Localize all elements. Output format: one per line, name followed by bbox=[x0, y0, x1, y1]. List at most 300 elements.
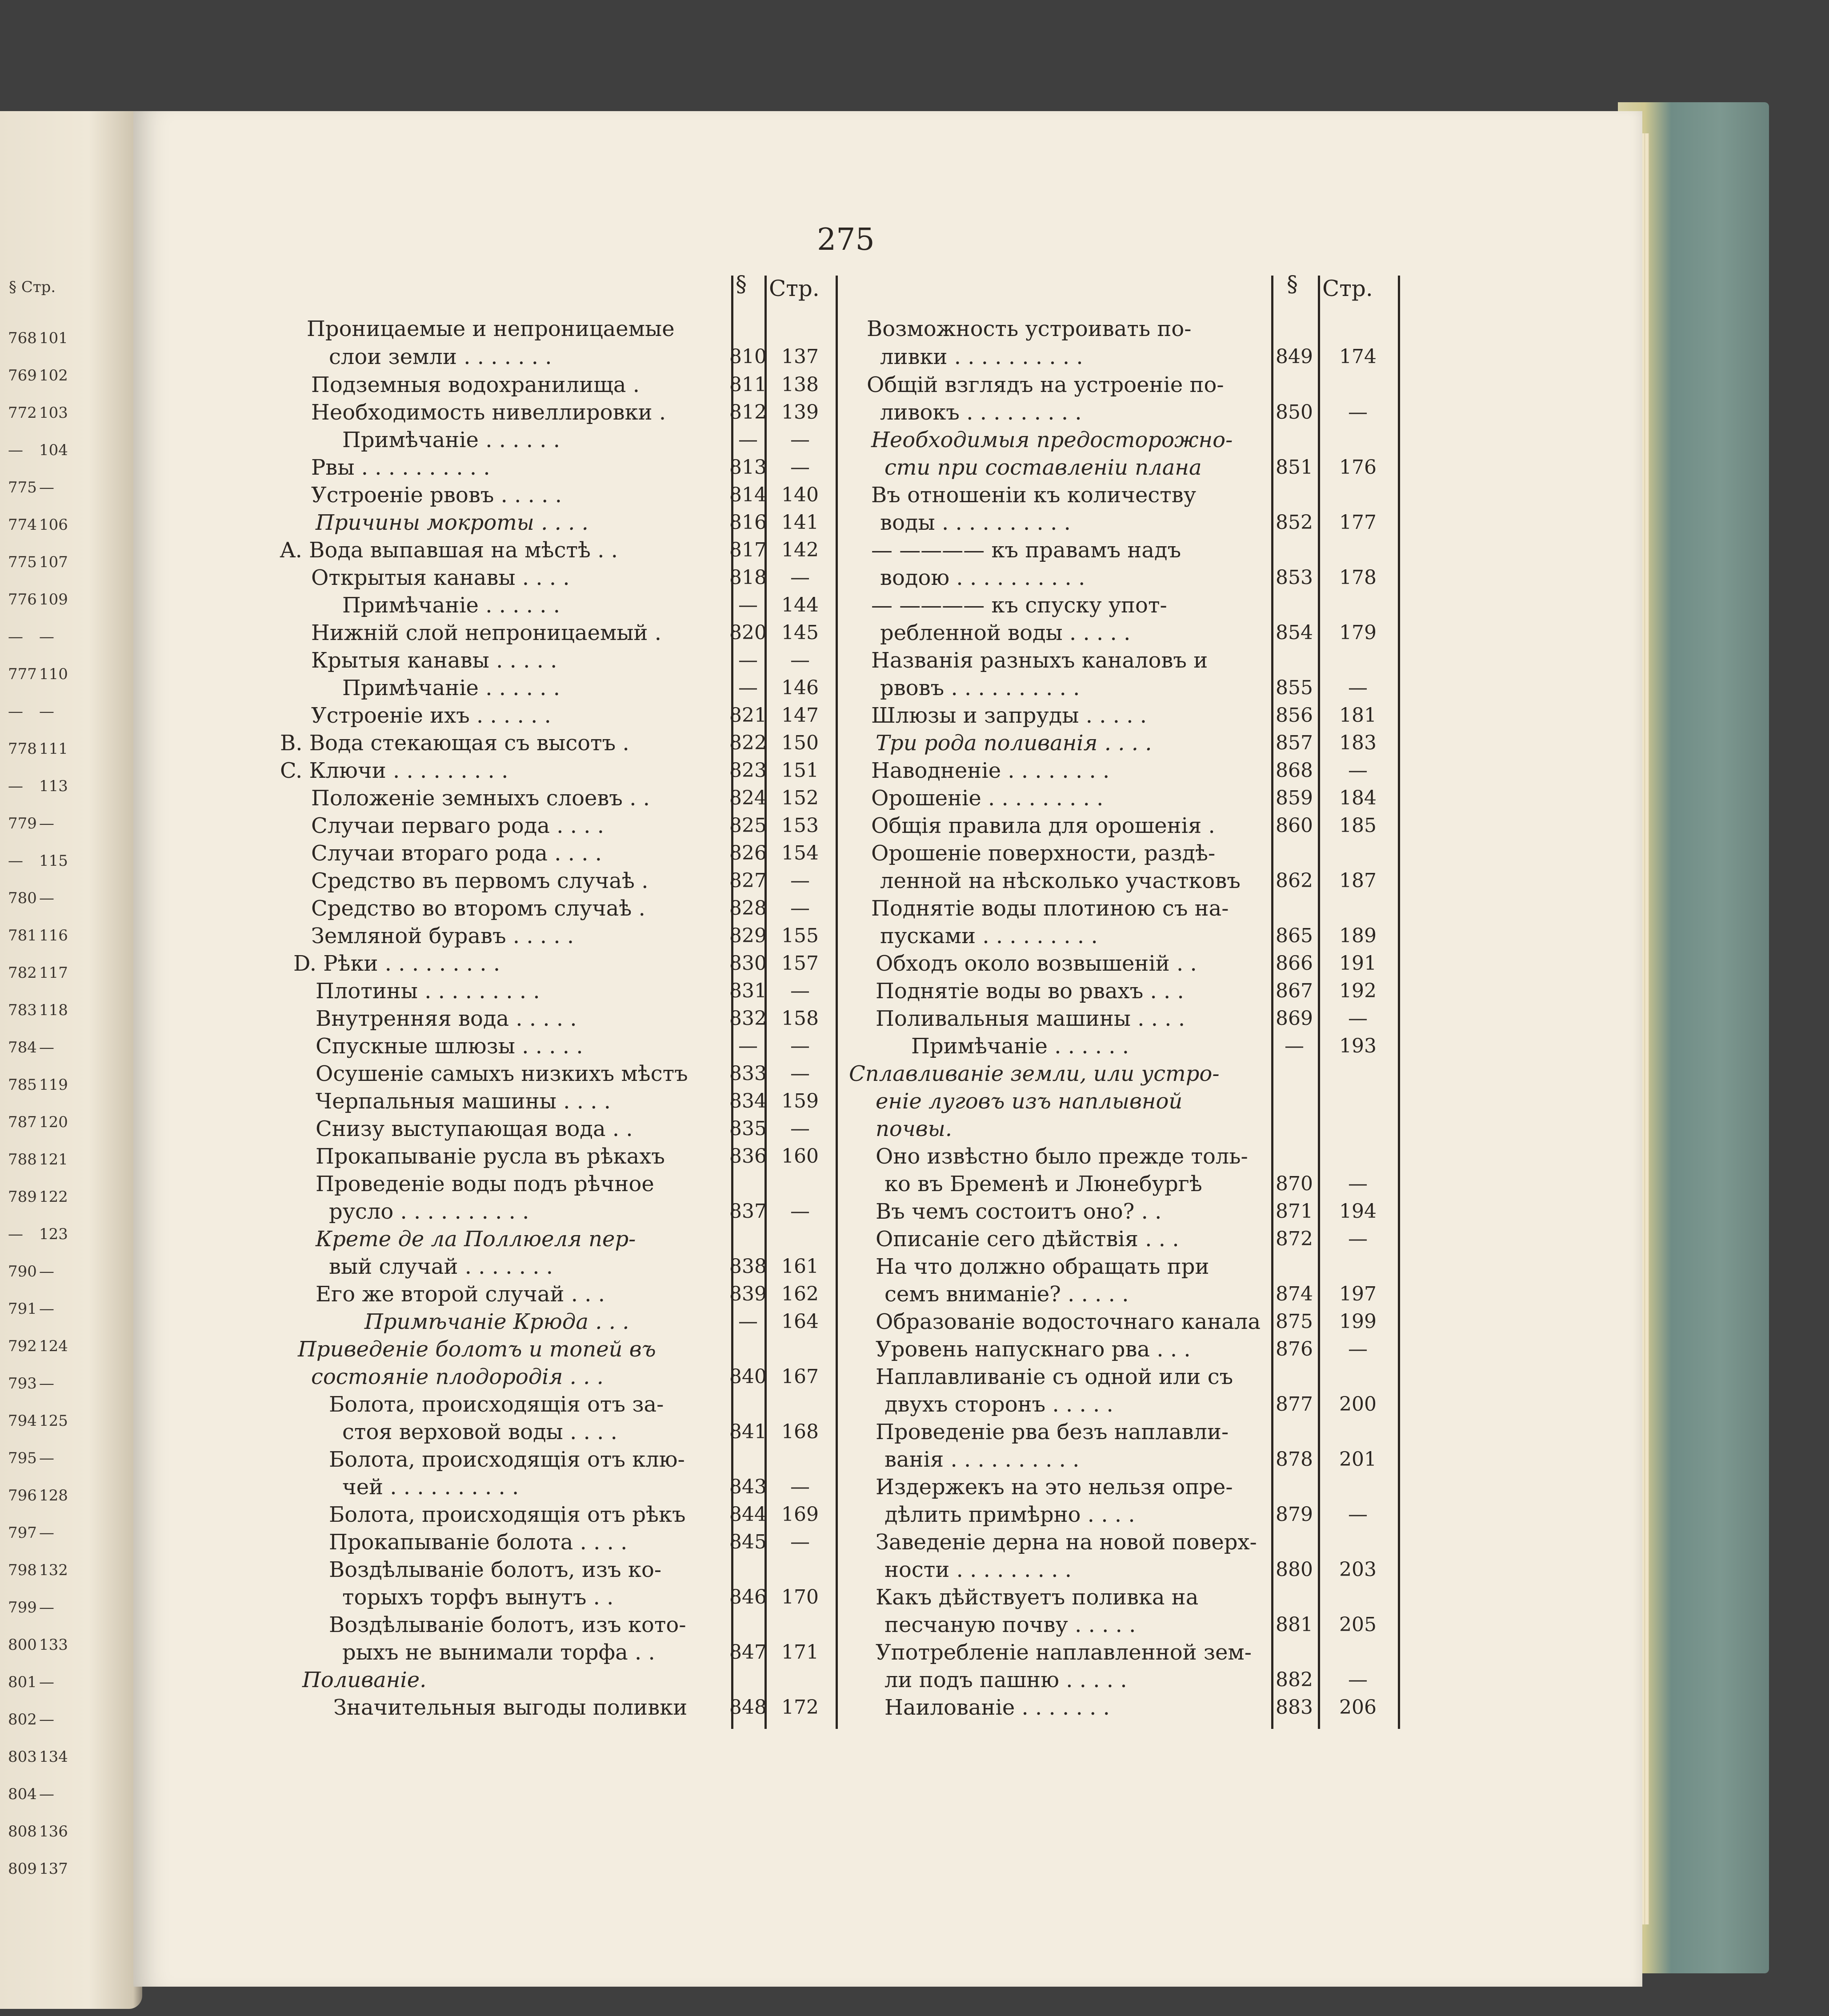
left-page-row-sect: 788 bbox=[8, 1151, 37, 1168]
left-page-row-page: — bbox=[39, 703, 54, 720]
toc-entry-title: Наплавливаніе съ одной или съ bbox=[876, 1364, 1233, 1389]
toc-entry-page: 138 bbox=[781, 373, 819, 396]
toc-entry-section: 822 bbox=[729, 732, 767, 754]
toc-entry-title: Описаніе сего дѣйствія . . . bbox=[876, 1227, 1179, 1252]
toc-entry-title: Причины мокроты . . . . bbox=[316, 510, 588, 535]
left-page-row-page: 116 bbox=[39, 927, 68, 944]
toc-entry-title: Возможность устроивать по- bbox=[867, 316, 1192, 341]
toc-entry-page: — bbox=[790, 1476, 810, 1498]
toc-entry-section: 831 bbox=[729, 980, 767, 1002]
left-page-row-page: 113 bbox=[39, 777, 68, 795]
toc-entry-section: 833 bbox=[729, 1062, 767, 1085]
toc-entry-page: 144 bbox=[781, 594, 819, 616]
left-page-row-page: 133 bbox=[39, 1636, 68, 1654]
toc-entry-title: B. Вода стекающая съ высотъ . bbox=[280, 731, 629, 756]
left-page-row-sect: 769 bbox=[8, 367, 37, 384]
toc-entry-title: Устроеніе рвовъ . . . . . bbox=[311, 483, 562, 508]
toc-entry-section: 810 bbox=[729, 345, 767, 368]
left-page-row bbox=[8, 1407, 68, 1435]
toc-entry-page: 201 bbox=[1339, 1448, 1377, 1471]
left-page-row-sect: 783 bbox=[8, 1001, 37, 1019]
right-sect-header: § bbox=[1287, 271, 1298, 297]
toc-entry-title: Прокапываніе русла въ рѣкахъ bbox=[316, 1144, 665, 1169]
toc-entry-title: Открытыя канавы . . . . bbox=[311, 565, 570, 590]
left-page-row-page: 102 bbox=[39, 367, 68, 384]
toc-entry-title: Средство въ первомъ случаѣ . bbox=[311, 868, 648, 893]
left-page-row bbox=[8, 1183, 68, 1211]
toc-entry-title: Средство во второмъ случаѣ . bbox=[311, 896, 645, 921]
left-page-row-sect: 801 bbox=[8, 1673, 37, 1691]
toc-entry-page: 146 bbox=[781, 676, 819, 699]
left-page-row bbox=[8, 1855, 68, 1883]
left-page-row bbox=[8, 436, 68, 464]
toc-entry-title: семъ вниманіе? . . . . . bbox=[884, 1282, 1129, 1307]
toc-entry-page: — bbox=[1348, 1172, 1368, 1195]
toc-entry-title: Подземныя водохранилища . bbox=[311, 372, 640, 397]
toc-entry-section: 865 bbox=[1276, 924, 1313, 947]
left-page-row bbox=[8, 810, 54, 837]
toc-entry-section: 827 bbox=[729, 869, 767, 892]
toc-entry-section: 830 bbox=[729, 952, 767, 975]
toc-entry-title: чей . . . . . . . . . . bbox=[342, 1475, 519, 1500]
toc-entry-section: 825 bbox=[729, 814, 767, 837]
toc-entry-page: 158 bbox=[781, 1007, 819, 1030]
left-page-row-sect: 782 bbox=[8, 964, 37, 982]
left-page-row-page: 103 bbox=[39, 404, 68, 422]
toc-entry-page: 151 bbox=[781, 759, 819, 782]
toc-entry-title: Названія разныхъ каналовъ и bbox=[871, 648, 1208, 673]
toc-entry-title: слои земли . . . . . . . bbox=[329, 344, 552, 369]
toc-entry-title: Примѣчаніе Крюда . . . bbox=[364, 1309, 629, 1334]
toc-entry-page: 141 bbox=[781, 511, 819, 534]
toc-entry-title: Осушеніе самыхъ низкихъ мѣстъ bbox=[316, 1061, 688, 1086]
toc-entry-title: Воздѣлываніе болотъ, изъ кото- bbox=[329, 1612, 686, 1637]
toc-entry-page: 205 bbox=[1339, 1613, 1377, 1636]
toc-entry-title: Его же второй случай . . . bbox=[316, 1282, 605, 1307]
toc-entry-title: Проведеніе рва безъ наплавли- bbox=[876, 1420, 1229, 1444]
left-page-row-page: 136 bbox=[39, 1823, 68, 1840]
page-number: 275 bbox=[817, 222, 875, 257]
left-page-row-page: — bbox=[39, 1375, 54, 1392]
toc-entry-section: 871 bbox=[1276, 1200, 1313, 1223]
left-page-row-sect: 789 bbox=[8, 1188, 37, 1206]
toc-entry-page: 189 bbox=[1339, 924, 1377, 947]
toc-entry-title: рвовъ . . . . . . . . . . bbox=[880, 676, 1080, 700]
toc-entry-section: 850 bbox=[1276, 401, 1313, 424]
toc-entry-page: — bbox=[790, 1531, 810, 1553]
left-page-row-page: 134 bbox=[39, 1748, 68, 1766]
left-page-row-sect: 792 bbox=[8, 1337, 37, 1355]
left-page-row-sect: 797 bbox=[8, 1524, 37, 1542]
toc-entry-page: — bbox=[790, 980, 810, 1002]
toc-entry-page: 183 bbox=[1339, 732, 1377, 754]
left-page-row bbox=[8, 1631, 68, 1659]
left-page-row-page: — bbox=[39, 1300, 54, 1318]
left-page-row-page: 137 bbox=[39, 1860, 68, 1878]
left-page-row-page: 121 bbox=[39, 1151, 68, 1168]
left-page-row-page: — bbox=[39, 1673, 54, 1691]
toc-entry-title: Положеніе земныхъ слоевъ . . bbox=[311, 786, 650, 811]
toc-entry-page: 206 bbox=[1339, 1696, 1377, 1719]
toc-entry-section: — bbox=[738, 1035, 758, 1057]
toc-entry-title: ли подъ пашню . . . . . bbox=[884, 1668, 1127, 1692]
toc-entry-section: 829 bbox=[729, 924, 767, 947]
left-page-row bbox=[8, 1146, 68, 1173]
toc-entry-section: 832 bbox=[729, 1007, 767, 1030]
toc-entry-title: Примѣчаніе . . . . . . bbox=[911, 1034, 1129, 1059]
toc-entry-title: ливокъ . . . . . . . . . bbox=[880, 400, 1082, 425]
toc-entry-page: 178 bbox=[1339, 566, 1377, 589]
left-page-row bbox=[8, 1706, 54, 1733]
left-page-row-page: — bbox=[39, 815, 54, 832]
left-page-row bbox=[8, 1370, 54, 1397]
toc-entry-section: 862 bbox=[1276, 869, 1313, 892]
toc-entry-title: На что должно обращать при bbox=[876, 1254, 1209, 1279]
toc-entry-title: Поднятіе воды во рвахъ . . . bbox=[876, 979, 1184, 1004]
left-page-row-sect: 799 bbox=[8, 1599, 37, 1616]
toc-entry-section: 857 bbox=[1276, 732, 1313, 754]
toc-entry-title: Шлюзы и запруды . . . . . bbox=[871, 703, 1147, 728]
left-page-row-sect: 784 bbox=[8, 1039, 37, 1056]
toc-entry-page: 174 bbox=[1339, 345, 1377, 368]
toc-entry-page: 161 bbox=[781, 1255, 819, 1278]
toc-entry-page: — bbox=[790, 566, 810, 589]
toc-entry-section: 843 bbox=[729, 1476, 767, 1498]
toc-entry-title: состояніе плодородія . . . bbox=[311, 1364, 604, 1389]
left-page-row bbox=[8, 362, 68, 389]
toc-entry-title: Образованіе водосточнаго канала bbox=[876, 1309, 1261, 1334]
toc-entry-title: Примѣчаніе . . . . . . bbox=[342, 593, 560, 618]
left-page-row-sect: 804 bbox=[8, 1785, 37, 1803]
left-page-row-sect: 775 bbox=[8, 479, 37, 496]
left-page-row-page: — bbox=[39, 628, 54, 646]
toc-entry-section: — bbox=[738, 1310, 758, 1333]
left-page-row bbox=[8, 324, 68, 352]
left-page-row-page: 110 bbox=[39, 665, 68, 683]
toc-entry-title: Оно извѣстно было прежде толь- bbox=[876, 1144, 1248, 1169]
toc-entry-section: 860 bbox=[1276, 814, 1313, 837]
toc-entry-page: 142 bbox=[781, 539, 819, 561]
toc-entry-page: — bbox=[1348, 401, 1368, 424]
toc-entry-section: 872 bbox=[1276, 1228, 1313, 1250]
toc-entry-title: почвы. bbox=[876, 1116, 952, 1141]
toc-entry-title: Значительныя выгоды поливки bbox=[333, 1695, 688, 1720]
left-page-row bbox=[8, 959, 68, 987]
left-page-row-page: — bbox=[39, 1524, 54, 1542]
left-page-row-page: 107 bbox=[39, 553, 68, 571]
toc-entry-section: — bbox=[738, 428, 758, 451]
toc-entry-section: 870 bbox=[1276, 1172, 1313, 1195]
toc-entry-section: 881 bbox=[1276, 1613, 1313, 1636]
toc-entry-page: 153 bbox=[781, 814, 819, 837]
toc-entry-section: 883 bbox=[1276, 1696, 1313, 1719]
toc-entry-title: Общій взглядъ на устроеніе по- bbox=[867, 372, 1224, 397]
left-page-row bbox=[8, 772, 68, 800]
toc-entry-page: — bbox=[1348, 1503, 1368, 1526]
toc-entry-title: рыхъ не вынимали торфа . . bbox=[342, 1640, 655, 1665]
toc-entry-section: 853 bbox=[1276, 566, 1313, 589]
toc-entry-page: 203 bbox=[1339, 1558, 1377, 1581]
left-page-row-sect: — bbox=[8, 441, 23, 459]
left-page-row bbox=[8, 922, 68, 949]
toc-entry-title: ности . . . . . . . . . bbox=[884, 1557, 1072, 1582]
left-page-row-page: 101 bbox=[39, 329, 68, 347]
toc-entry-title: Орошеніе . . . . . . . . . bbox=[871, 786, 1104, 811]
toc-entry-section: 877 bbox=[1276, 1393, 1313, 1416]
left-page-row-sect: — bbox=[8, 628, 23, 646]
toc-entry-title: Спускные шлюзы . . . . . bbox=[316, 1034, 583, 1059]
left-page-row bbox=[8, 1780, 54, 1808]
toc-entry-title: Воздѣлываніе болотъ, изъ ко- bbox=[329, 1557, 662, 1582]
toc-entry-page: — bbox=[790, 1117, 810, 1140]
toc-entry-title: Проницаемые и непроницаемые bbox=[307, 316, 675, 341]
toc-entry-page: 170 bbox=[781, 1586, 819, 1608]
toc-entry-page: 140 bbox=[781, 484, 819, 506]
toc-entry-page: 169 bbox=[781, 1503, 819, 1526]
left-page-row-sect: 802 bbox=[8, 1711, 37, 1728]
left-page-row bbox=[8, 1594, 54, 1621]
toc-entry-page: 155 bbox=[781, 924, 819, 947]
left-page-row-sect: 808 bbox=[8, 1823, 37, 1840]
left-page-row bbox=[8, 586, 68, 613]
toc-entry-title: — ———— къ спуску упот- bbox=[871, 593, 1167, 618]
toc-entry-page: — bbox=[1348, 759, 1368, 782]
toc-entry-section: 874 bbox=[1276, 1283, 1313, 1305]
left-page-row bbox=[8, 660, 68, 688]
toc-entry-section: 839 bbox=[729, 1283, 767, 1305]
left-page-row bbox=[8, 1818, 68, 1845]
toc-entry-title: Поливаніе. bbox=[302, 1668, 427, 1692]
toc-entry-section: 869 bbox=[1276, 1007, 1313, 1030]
toc-entry-title: Снизу выступающая вода . . bbox=[316, 1116, 633, 1141]
left-page-row bbox=[8, 996, 68, 1024]
left-page-row-sect: 780 bbox=[8, 889, 37, 907]
toc-entry-section: 835 bbox=[729, 1117, 767, 1140]
left-page-row-sect: 798 bbox=[8, 1561, 37, 1579]
toc-entry-page: 172 bbox=[781, 1696, 819, 1719]
left-page-row-sect: 790 bbox=[8, 1263, 37, 1280]
toc-entry-page: — bbox=[1348, 1668, 1368, 1691]
toc-entry-page: 187 bbox=[1339, 869, 1377, 892]
toc-entry-title: Обходъ около возвышеній . . bbox=[876, 951, 1197, 976]
toc-entry-title: D. Рѣки . . . . . . . . . bbox=[293, 951, 500, 976]
left-page-row bbox=[8, 1444, 54, 1472]
toc-entry-page: — bbox=[1348, 676, 1368, 699]
left-page-row-sect: — bbox=[8, 703, 23, 720]
toc-entry-title: ко въ Бременѣ и Люнебургѣ bbox=[884, 1172, 1202, 1196]
left-page-row bbox=[8, 1108, 68, 1136]
left-page-row-sect: 791 bbox=[8, 1300, 37, 1318]
toc-entry-title: торыхъ торфъ вынутъ . . bbox=[342, 1585, 614, 1610]
left-page-row-sect: 772 bbox=[8, 404, 37, 422]
left-page-row bbox=[8, 884, 54, 912]
toc-entry-title: Необходимыя предосторожно- bbox=[871, 428, 1233, 452]
toc-entry-page: 154 bbox=[781, 842, 819, 864]
toc-entry-title: A. Вода выпавшая на мѣстѣ . . bbox=[280, 538, 618, 563]
left-page-row bbox=[8, 1220, 68, 1248]
toc-entry-section: 846 bbox=[729, 1586, 767, 1608]
toc-entry-title: Уровень напускнаго рва . . . bbox=[876, 1337, 1191, 1362]
toc-entry-page: 192 bbox=[1339, 980, 1377, 1002]
toc-entry-section: 866 bbox=[1276, 952, 1313, 975]
toc-entry-title: Три рода поливанія . . . . bbox=[876, 731, 1152, 756]
toc-entry-section: 845 bbox=[729, 1531, 767, 1553]
left-page-row-sect: 787 bbox=[8, 1113, 37, 1131]
toc-entry-page: 137 bbox=[781, 345, 819, 368]
left-page-row bbox=[8, 511, 68, 539]
left-page-row-page: — bbox=[39, 889, 54, 907]
left-page-row-sect: 796 bbox=[8, 1487, 37, 1504]
toc-entry-section: 879 bbox=[1276, 1503, 1313, 1526]
toc-entry-title: Поливальныя машины . . . . bbox=[876, 1006, 1185, 1031]
toc-entry-section: 811 bbox=[729, 373, 767, 396]
toc-entry-section: 817 bbox=[729, 539, 767, 561]
toc-entry-section: — bbox=[738, 594, 758, 616]
toc-entry-title: Рвы . . . . . . . . . . bbox=[311, 455, 490, 480]
toc-entry-section: 828 bbox=[729, 897, 767, 920]
toc-entry-page: 200 bbox=[1339, 1393, 1377, 1416]
left-page bbox=[0, 111, 142, 2009]
toc-entry-title: Болота, происходящія отъ клю- bbox=[329, 1447, 685, 1472]
toc-entry-title: песчаную почву . . . . . bbox=[884, 1612, 1136, 1637]
left-page-row-page: 118 bbox=[39, 1001, 68, 1019]
toc-entry-section: — bbox=[738, 676, 758, 699]
left-page-row-sect: 777 bbox=[8, 665, 37, 683]
toc-entry-page: — bbox=[790, 869, 810, 892]
toc-entry-page: 177 bbox=[1339, 511, 1377, 534]
toc-entry-section: 851 bbox=[1276, 456, 1313, 479]
toc-entry-section: 867 bbox=[1276, 980, 1313, 1002]
toc-entry-page: 191 bbox=[1339, 952, 1377, 975]
toc-entry-page: 171 bbox=[781, 1641, 819, 1664]
left-page-row-page: 109 bbox=[39, 591, 68, 608]
toc-entry-title: Проведеніе воды подъ рѣчное bbox=[316, 1172, 654, 1196]
toc-entry-page: 197 bbox=[1339, 1283, 1377, 1305]
left-page-row bbox=[8, 1258, 54, 1285]
toc-entry-section: 844 bbox=[729, 1503, 767, 1526]
toc-entry-title: ребленной воды . . . . . bbox=[880, 620, 1131, 645]
left-page-row-page: 120 bbox=[39, 1113, 68, 1131]
toc-entry-section: 852 bbox=[1276, 511, 1313, 534]
toc-entry-title: стоя верховой воды . . . . bbox=[342, 1420, 617, 1444]
toc-entry-title: пусками . . . . . . . . . bbox=[880, 924, 1098, 948]
toc-entry-page: 184 bbox=[1339, 787, 1377, 809]
toc-entry-title: Прокапываніе болота . . . . bbox=[329, 1530, 628, 1555]
toc-entry-title: Примѣчаніе . . . . . . bbox=[342, 428, 560, 452]
toc-entry-section: 824 bbox=[729, 787, 767, 809]
left-page-row-sect: 781 bbox=[8, 927, 37, 944]
toc-entry-section: 882 bbox=[1276, 1668, 1313, 1691]
toc-entry-page: 150 bbox=[781, 732, 819, 754]
toc-entry-page: — bbox=[790, 456, 810, 479]
left-page-row-sect: — bbox=[8, 1225, 23, 1243]
left-sect-header: § bbox=[736, 271, 747, 297]
left-page-header-page: Стр. bbox=[21, 278, 56, 296]
toc-entry-section: 814 bbox=[729, 484, 767, 506]
toc-entry-title: Въ отношеніи къ количеству bbox=[871, 483, 1197, 508]
toc-entry-page: — bbox=[1348, 1228, 1368, 1250]
toc-entry-title: Приведеніе болотъ и топей въ bbox=[298, 1337, 656, 1362]
toc-entry-section: 880 bbox=[1276, 1558, 1313, 1581]
toc-entry-title: Примѣчаніе . . . . . . bbox=[342, 676, 560, 700]
toc-entry-page: 162 bbox=[781, 1283, 819, 1305]
left-page-row-sect: 793 bbox=[8, 1375, 37, 1392]
toc-entry-section: 855 bbox=[1276, 676, 1313, 699]
toc-entry-section: 821 bbox=[729, 704, 767, 727]
toc-entry-section: 834 bbox=[729, 1090, 767, 1112]
toc-entry-section: 854 bbox=[1276, 621, 1313, 644]
toc-entry-title: Издержекъ на это нельзя опре- bbox=[876, 1475, 1233, 1500]
toc-entry-section: 837 bbox=[729, 1200, 767, 1223]
left-page-row bbox=[8, 1295, 54, 1323]
left-page-row-page: 125 bbox=[39, 1412, 68, 1430]
toc-entry-section: 826 bbox=[729, 842, 767, 864]
toc-entry-title: Общія правила для орошенія . bbox=[871, 813, 1215, 838]
toc-entry-page: — bbox=[790, 428, 810, 451]
toc-entry-title: C. Ключи . . . . . . . . . bbox=[280, 758, 508, 783]
toc-entry-title: Заведеніе дерна на новой поверх- bbox=[876, 1530, 1257, 1555]
toc-entry-section: 856 bbox=[1276, 704, 1313, 727]
toc-entry-title: еніе луговъ изъ наплывной bbox=[876, 1089, 1183, 1114]
left-page-row-sect: 803 bbox=[8, 1748, 37, 1766]
toc-entry-section: 878 bbox=[1276, 1448, 1313, 1471]
left-page-row bbox=[8, 1519, 54, 1547]
left-page-row-page: — bbox=[39, 1599, 54, 1616]
left-page-row-page: 132 bbox=[39, 1561, 68, 1579]
toc-entry-title: Въ чемъ состоитъ оно? . . bbox=[876, 1199, 1162, 1224]
toc-entry-title: дѣлить примѣрно . . . . bbox=[884, 1502, 1135, 1527]
left-page-row-sect: 774 bbox=[8, 516, 37, 534]
toc-entry-title: Употребленіе наплавленной зем- bbox=[876, 1640, 1252, 1665]
toc-entry-title: Нижній слой непроницаемый . bbox=[311, 620, 662, 645]
toc-entry-title: Крытыя канавы . . . . . bbox=[311, 648, 557, 673]
toc-entry-title: Земляной буравъ . . . . . bbox=[311, 924, 574, 948]
left-page-row-page: — bbox=[39, 1263, 54, 1280]
toc-entry-page: — bbox=[1348, 1338, 1368, 1360]
left-page-row-page: 122 bbox=[39, 1188, 68, 1206]
left-page-row bbox=[8, 1482, 68, 1509]
toc-entry-page: 147 bbox=[781, 704, 819, 727]
left-page-row-page: 104 bbox=[39, 441, 68, 459]
toc-entry-title: Случаи перваго рода . . . . bbox=[311, 813, 604, 838]
left-page-header bbox=[9, 273, 56, 301]
toc-entry-page: — bbox=[1348, 1007, 1368, 1030]
toc-entry-title: водою . . . . . . . . . . bbox=[880, 565, 1085, 590]
left-page-row-sect: 800 bbox=[8, 1636, 37, 1654]
toc-entry-section: 813 bbox=[729, 456, 767, 479]
left-page-row-sect: 768 bbox=[8, 329, 37, 347]
toc-entry-section: 875 bbox=[1276, 1310, 1313, 1333]
left-page-row bbox=[8, 399, 68, 427]
toc-entry-section: — bbox=[1285, 1035, 1304, 1057]
toc-entry-title: ленной на нѣсколько участковъ bbox=[880, 868, 1241, 893]
toc-entry-page: 181 bbox=[1339, 704, 1377, 727]
toc-entry-page: 159 bbox=[781, 1090, 819, 1112]
toc-entry-section: 812 bbox=[729, 401, 767, 424]
toc-entry-section: 836 bbox=[729, 1145, 767, 1168]
toc-entry-title: Болота, происходящія отъ рѣкъ bbox=[329, 1502, 686, 1527]
column-rule bbox=[836, 276, 838, 1729]
left-page-row-page: — bbox=[39, 1039, 54, 1056]
left-page-row-page: — bbox=[39, 479, 54, 496]
left-page-row bbox=[8, 735, 68, 763]
left-page-row-page: 111 bbox=[39, 740, 68, 758]
toc-entry-title: — ———— къ правамъ надъ bbox=[871, 538, 1181, 563]
left-page-row-page: — bbox=[39, 1449, 54, 1467]
left-page-row-sect: 775 bbox=[8, 553, 37, 571]
toc-entry-section: 868 bbox=[1276, 759, 1313, 782]
left-page-row bbox=[8, 1556, 68, 1584]
